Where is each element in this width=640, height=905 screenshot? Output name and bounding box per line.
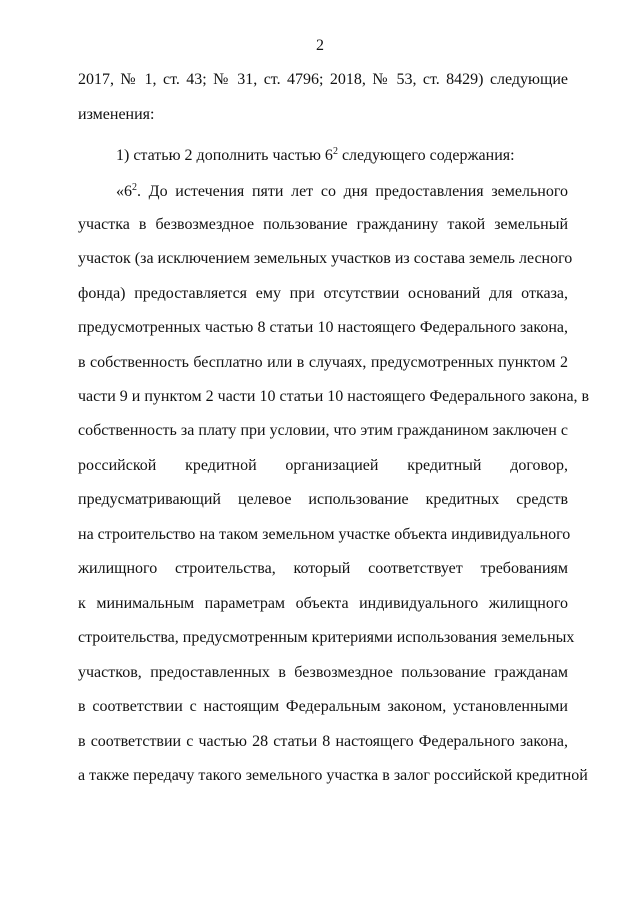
text-line-16: жилищного строительства, который соответствует требованиям — [78, 560, 568, 577]
text-line-12: собственность за плату при условии, что этим гражданином заключен с — [78, 422, 568, 439]
text-line-17: к минимальным параметрам объекта индивидуального жилищного — [78, 595, 568, 612]
text-line-7: участок (за исключением земельных участков из состава земель лесного — [78, 250, 573, 267]
item-1-text-a: 1) статью 2 дополнить частью 6 — [116, 147, 333, 164]
clause-6-2-text: . До истечения пяти лет со дня предоставления земельного — [137, 183, 568, 200]
text-line-10: в собственность бесплатно или в случаях, предусмотренных пунктом 2 — [78, 354, 568, 371]
text-line-14: предусматривающий целевое использование кредитных средств — [78, 491, 568, 508]
clause-6-2-superscript: 2 — [132, 182, 137, 193]
text-line-22: а также передачу такого земельного участка в залог российской кредитной — [78, 767, 588, 784]
clause-6-2-first-line — [116, 182, 568, 202]
text-line-11: части 9 и пунктом 2 части 10 статьи 10 настоящего Федерального закона, в — [78, 388, 590, 405]
text-line-19: участков, предоставленных в безвозмездное пользование гражданам — [78, 664, 568, 681]
text-line-6: участка в безвозмездное пользование гражданину такой земельный — [78, 216, 568, 233]
clause-6-2-prefix: «6 — [116, 183, 132, 200]
text-line-2: изменения: — [78, 106, 155, 123]
text-line-20: в соответствии с настоящим Федеральным законом, установленными — [78, 698, 568, 715]
text-line-15: на строительство на таком земельном участке объекта индивидуального — [78, 526, 571, 543]
page-number: 2 — [316, 37, 324, 54]
text-line-18: строительства, предусмотренным критериями использования земельных — [78, 629, 575, 646]
text-line-9: предусмотренных частью 8 статьи 10 настоящего Федерального закона, — [78, 319, 568, 336]
text-line-8: фонда) предоставляется ему при отсутствии оснований для отказа, — [78, 285, 568, 302]
text-line-1: 2017, № 1, ст. 43; № 31, ст. 4796; 2018, № 53, ст. 8429) следующие — [78, 71, 568, 88]
item-1-superscript: 2 — [332, 146, 338, 157]
text-line-13: российской кредитной организацией кредитный договор, — [78, 457, 568, 474]
text-line-21: в соответствии с частью 28 статьи 8 настоящего Федерального закона, — [78, 733, 568, 750]
item-1-line — [116, 146, 568, 166]
item-1-text-b: следующего содержания: — [341, 147, 515, 164]
